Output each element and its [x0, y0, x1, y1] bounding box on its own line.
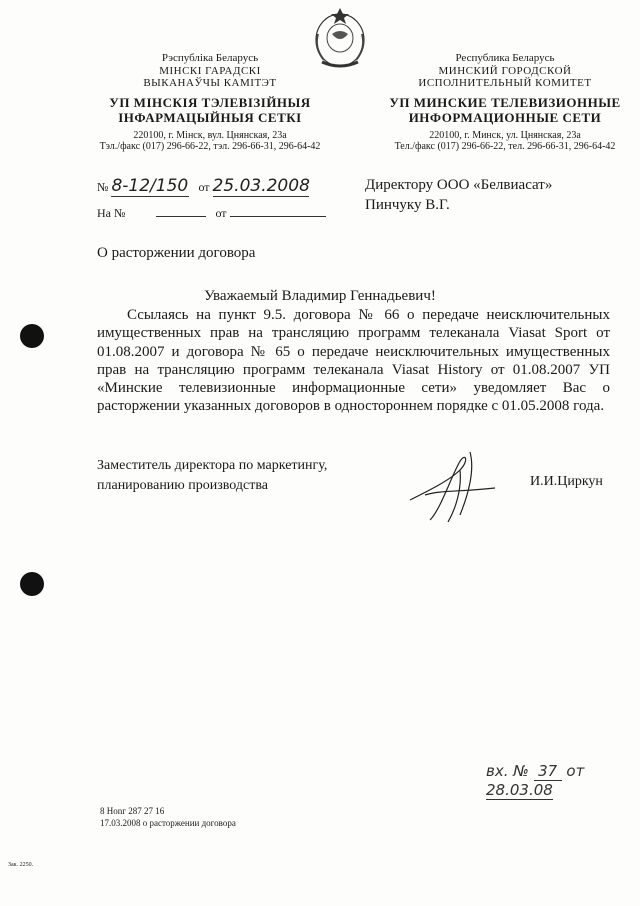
- signatory-position-line1: Заместитель директора по маркетингу,: [97, 458, 328, 473]
- footer: [100, 806, 236, 829]
- addressee-line2: Пинчуку В.Г.: [365, 196, 450, 213]
- subject: О расторжении договора: [97, 245, 256, 261]
- addressee-line1: Директору ООО «Белвиасат»: [365, 177, 553, 193]
- reply-from-label: от: [215, 206, 227, 220]
- signatory-position: [97, 456, 327, 495]
- header-left-org-line1: МІНСКІ ГАРАДСКІ: [159, 64, 261, 77]
- letter-body: Ссылаясь на пункт 9.5. договора № 66 о передаче неисключительных имущественных прав на трансляцию программ телеканала Viasat Sport от 01.08.2007 и договора № 65 о передаче неисключительных имущественных прав на трансляцию программ телеканала Viasat History от 01.08.2007 УП «Минские телевизионные информационные сети» уведомляет Вас о расторжении указанных договоров в одностороннем порядке с 01.05.2008 года.: [97, 307, 610, 415]
- incoming-stamp: [486, 762, 640, 800]
- reply-registration: [97, 206, 326, 221]
- print-order: Зак. 2250.: [8, 862, 34, 868]
- outgoing-registration: [97, 176, 309, 197]
- header-left: [85, 52, 335, 153]
- outgoing-date: 25.03.2008: [212, 176, 310, 196]
- header-left-republic: Рэспубліка Беларусь: [161, 52, 259, 64]
- signatory-position-line2: планированию производства: [97, 477, 268, 493]
- header-right-org-line1: МИНСКИЙ ГОРОДСКОЙ: [438, 64, 572, 77]
- incoming-date: 28.03.08: [486, 781, 553, 799]
- header-right: [380, 52, 630, 153]
- footer-line2: 17.03.2008 о расторжении договора: [100, 817, 236, 828]
- footer-line1: 8 Ноnг 287 27 16: [100, 806, 165, 816]
- header-right-address: 220100, г. Минск, ул. Цнянская, 23а: [429, 129, 581, 141]
- header-left-address: 220100, г. Мінск, вул. Цнянская, 23а: [133, 129, 287, 141]
- from-label: от: [198, 180, 210, 194]
- reply-number-line: [156, 216, 206, 217]
- outgoing-number: 8-12/150: [111, 176, 189, 196]
- signatory-name: И.И.Циркун: [530, 474, 603, 489]
- incoming-from-label: от: [566, 762, 585, 780]
- incoming-prefix: вх. №: [486, 762, 529, 780]
- punch-hole: [20, 324, 44, 348]
- header-left-org-line2: ВЫКАНАЎЧЫ КАМІТЭТ: [143, 77, 277, 90]
- header-right-republic: Республика Беларусь: [455, 52, 555, 64]
- handwritten-signature-icon: [400, 440, 510, 530]
- header-right-title-line1: УП МИНСКИЕ ТЕЛЕВИЗИОННЫЕ: [389, 94, 621, 110]
- incoming-number: 37: [534, 762, 562, 781]
- reply-date-line: [230, 216, 326, 217]
- header-right-phones: Тел./факс (017) 296-66-22, тел. 296-66-31, 296-64-42: [394, 141, 616, 153]
- reply-prefix: На №: [97, 206, 126, 220]
- header-left-title-line1: УП МІНСКІЯ ТЭЛЕВІЗІЙНЫЯ: [109, 94, 311, 110]
- addressee: [365, 176, 552, 215]
- header-right-title-line2: ИНФОРМАЦИОННЫЕ СЕТИ: [408, 109, 602, 125]
- number-prefix: №: [97, 180, 109, 194]
- header-right-org-line2: ИСПОЛНИТЕЛЬНЫЙ КОМИТЕТ: [418, 77, 592, 90]
- salutation: Уважаемый Владимир Геннадьевич!: [204, 288, 436, 304]
- punch-hole: [20, 572, 44, 596]
- header-left-phones: Тэл./факс (017) 296-66-22, тэл. 296-66-31, 296-64-42: [99, 141, 321, 153]
- header-left-title-line2: ІНФАРМАЦЫЙНЫЯ СЕТКІ: [118, 109, 302, 125]
